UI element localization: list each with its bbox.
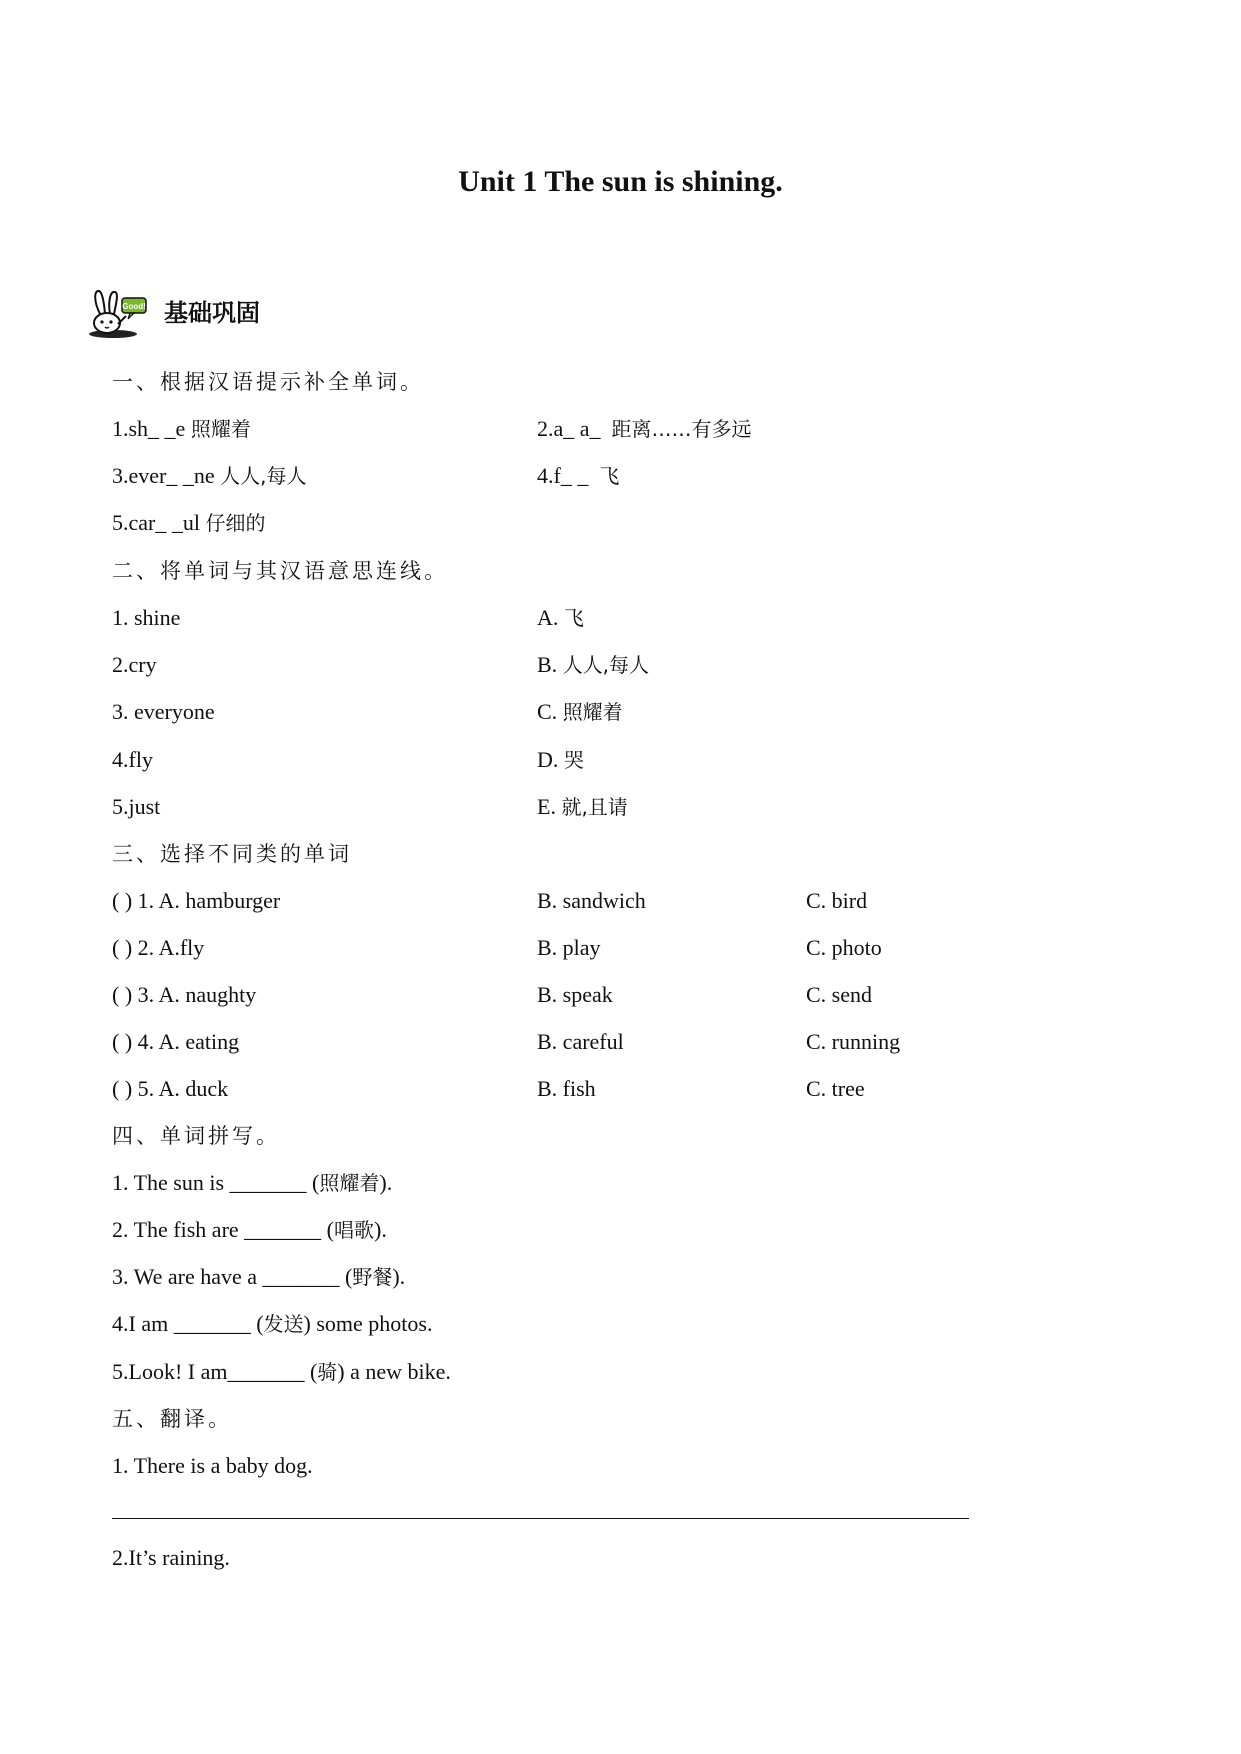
part3-heading: 三、选择不同类的单词 — [112, 842, 352, 866]
part3-row-1-b: B. sandwich — [537, 888, 646, 913]
part4-item-1: 1. The sun is _______ (照耀着). — [112, 1170, 393, 1195]
part4-item-4: 4.I am _______ (发送) some photos. — [112, 1311, 433, 1336]
answer-line — [112, 1518, 969, 1519]
section-label: 基础巩固 — [164, 299, 260, 327]
part4-heading: 四、单词拼写。 — [112, 1124, 280, 1148]
part1-item-1: 1.sh_ _e 照耀着 — [112, 416, 251, 441]
part3-row-4-b: B. careful — [537, 1029, 624, 1054]
part3-row-3-c: C. send — [806, 982, 872, 1007]
part2-meaning-2: B. 人人,每人 — [537, 652, 650, 677]
part5-item-2: 2.It’s raining. — [112, 1545, 230, 1570]
part3-row-4-a: ( ) 4. A. eating — [112, 1029, 240, 1054]
part3-row-3-a: ( ) 3. A. naughty — [112, 982, 257, 1007]
part5-heading: 五、翻译。 — [112, 1407, 232, 1431]
part5-item-1: 1. There is a baby dog. — [112, 1453, 313, 1478]
part1-item-4: 4.f_ _ 飞 — [537, 463, 620, 488]
part2-word-5: 5.just — [112, 794, 161, 819]
part3-row-5-b: B. fish — [537, 1076, 596, 1101]
part3-row-4-c: C. running — [806, 1029, 901, 1054]
part1-item-3: 3.ever_ _ne 人人,每人 — [112, 463, 307, 488]
part3-row-1-a: ( ) 1. A. hamburger — [112, 888, 281, 913]
part4-item-3: 3. We are have a _______ (野餐). — [112, 1264, 406, 1289]
part1-item-5: 5.car_ _ul 仔细的 — [112, 510, 266, 535]
part2-word-1: 1. shine — [112, 605, 181, 630]
part2-meaning-5: E. 就,且请 — [537, 794, 628, 819]
rabbit-good-sign-icon — [86, 288, 148, 340]
page-title: Unit 1 The sun is shining. — [458, 165, 783, 198]
part3-row-2-c: C. photo — [806, 935, 882, 960]
mascot-sign-text: Good! — [122, 302, 146, 311]
part2-meaning-4: D. 哭 — [537, 747, 584, 772]
part3-row-5-c: C. tree — [806, 1076, 865, 1101]
part4-item-5: 5.Look! I am_______ (骑) a new bike. — [112, 1359, 451, 1384]
part3-row-2-b: B. play — [537, 935, 601, 960]
part2-word-3: 3. everyone — [112, 699, 215, 724]
part2-heading: 二、将单词与其汉语意思连线。 — [112, 559, 448, 583]
section-header — [86, 288, 486, 344]
part4-item-2: 2. The fish are _______ (唱歌). — [112, 1217, 387, 1242]
part2-meaning-1: A. 飞 — [537, 605, 584, 630]
part2-word-4: 4.fly — [112, 747, 153, 772]
part1-item-2: 2.a_ a_ 距离……有多远 — [537, 416, 752, 441]
part3-row-5-a: ( ) 5. A. duck — [112, 1076, 229, 1101]
part2-meaning-3: C. 照耀着 — [537, 699, 623, 724]
part3-row-2-a: ( ) 2. A.fly — [112, 935, 205, 960]
part3-row-1-c: C. bird — [806, 888, 868, 913]
part1-heading: 一、根据汉语提示补全单词。 — [112, 370, 424, 394]
part3-row-3-b: B. speak — [537, 982, 613, 1007]
part2-word-2: 2.cry — [112, 652, 157, 677]
